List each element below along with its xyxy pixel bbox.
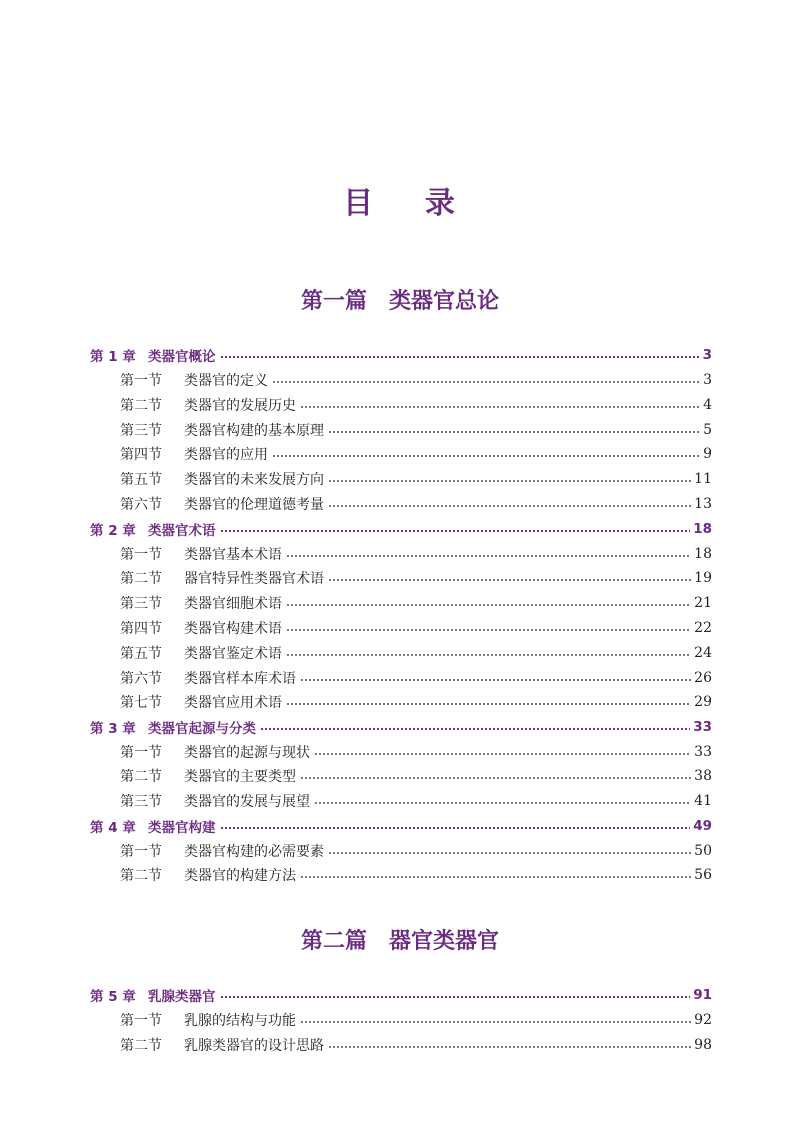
dot-leader: [220, 349, 700, 363]
page-number: 50: [694, 843, 712, 859]
section-number: 第一节: [120, 373, 162, 389]
section-number: 第六节: [120, 497, 162, 513]
section-number: 第四节: [120, 621, 162, 637]
toc-chapter-row[interactable]: [90, 715, 712, 739]
chapter-title: 乳腺类器官: [148, 989, 216, 1005]
dot-leader: [328, 572, 691, 586]
page-number: 49: [693, 818, 712, 834]
toc-section-row[interactable]: [120, 641, 712, 665]
toc-chapter-row[interactable]: [90, 343, 712, 367]
dot-leader: [314, 795, 691, 809]
dot-leader: [328, 845, 691, 859]
section-number: 第三节: [120, 596, 162, 612]
page-number: 9: [703, 446, 712, 462]
page-number: 18: [694, 546, 712, 562]
toc-section-row[interactable]: [120, 863, 712, 887]
toc-section-row[interactable]: [120, 467, 712, 491]
page-number: 29: [694, 694, 712, 710]
section-number: 第三节: [120, 794, 162, 810]
section-title: 类器官的起源与现状: [184, 745, 310, 761]
section-title: 类器官的发展与展望: [184, 794, 310, 810]
page-number: 11: [694, 471, 712, 487]
section-title: 类器官的未来发展方向: [184, 472, 324, 488]
toc-section-row[interactable]: [120, 666, 712, 690]
section-number: 第一节: [120, 844, 162, 860]
section-number: 第二节: [120, 398, 162, 414]
chapter-title: 类器官构建: [148, 820, 216, 836]
section-number: 第六节: [120, 671, 162, 687]
section-number: 第三节: [120, 423, 162, 439]
toc-section-row[interactable]: [120, 740, 712, 764]
page-number: 3: [703, 372, 712, 388]
page-number: 22: [694, 620, 712, 636]
section-title: 类器官的构建方法: [184, 868, 296, 884]
page-number: 13: [694, 496, 712, 512]
page-number: 21: [694, 595, 712, 611]
section-title: 器官特异性类器官术语: [184, 571, 324, 587]
page-number: 18: [693, 521, 712, 537]
chapter-number: 第 3 章: [90, 721, 136, 737]
chapter-number: 第 5 章: [90, 989, 136, 1005]
toc-section-row[interactable]: [120, 616, 712, 640]
toc-section-row[interactable]: [120, 764, 712, 788]
dot-leader: [286, 548, 691, 562]
dot-leader: [260, 721, 690, 735]
section-title: 类器官细胞术语: [184, 596, 282, 612]
toc-section-row[interactable]: [120, 368, 712, 392]
toc-section-row[interactable]: [120, 690, 712, 714]
toc-section-row[interactable]: [120, 418, 712, 442]
dot-leader: [300, 869, 691, 883]
dot-leader: [328, 1039, 691, 1053]
toc-section-row[interactable]: [120, 492, 712, 516]
page-number: 38: [694, 768, 712, 784]
section-title: 类器官构建术语: [184, 621, 282, 637]
toc-chapter-row[interactable]: [90, 814, 712, 838]
dot-leader: [286, 622, 691, 636]
section-title: 类器官构建的必需要素: [184, 844, 324, 860]
section-title: 类器官构建的基本原理: [184, 423, 324, 439]
chapter-number: 第 1 章: [90, 349, 136, 365]
toc-section-row[interactable]: [120, 442, 712, 466]
toc-chapter-row[interactable]: [90, 517, 712, 541]
chapter-title: 类器官起源与分类: [148, 721, 256, 737]
dot-leader: [300, 672, 691, 686]
section-title: 类器官鉴定术语: [184, 646, 282, 662]
dot-leader: [220, 820, 691, 834]
toc-section-row[interactable]: [120, 789, 712, 813]
page-number: 56: [694, 867, 712, 883]
section-number: 第二节: [120, 769, 162, 785]
dot-leader: [220, 989, 691, 1003]
section-title: 类器官基本术语: [184, 547, 282, 563]
section-title: 类器官的伦理道德考量: [184, 497, 324, 513]
toc-section-row[interactable]: [120, 542, 712, 566]
toc-section-row[interactable]: [120, 1033, 712, 1057]
dot-leader: [286, 696, 691, 710]
section-title: 类器官样本库术语: [184, 671, 296, 687]
dot-leader: [328, 498, 691, 512]
page-number: 3: [702, 347, 712, 363]
page-number: 4: [703, 397, 712, 413]
section-title: 类器官的发展历史: [184, 398, 296, 414]
section-number: 第二节: [120, 868, 162, 884]
page-title: 目 录: [343, 186, 457, 221]
dot-leader: [328, 424, 699, 438]
section-title: 乳腺类器官的设计思路: [184, 1038, 324, 1054]
dot-leader: [286, 597, 691, 611]
page-number: 98: [694, 1037, 712, 1053]
page-number: 41: [694, 793, 712, 809]
dot-leader: [328, 473, 691, 487]
toc-section-row[interactable]: [120, 393, 712, 417]
dot-leader: [272, 374, 699, 388]
dot-leader: [272, 448, 699, 462]
dot-leader: [286, 647, 691, 661]
chapter-title: 类器官术语: [148, 523, 216, 539]
toc-section-row[interactable]: [120, 566, 712, 590]
section-title: 类器官的应用: [184, 447, 268, 463]
section-title: 类器官应用术语: [184, 695, 282, 711]
toc-section-row[interactable]: [120, 1008, 712, 1032]
section-title: 乳腺的结构与功能: [184, 1013, 296, 1029]
toc-chapter-row[interactable]: [90, 983, 712, 1007]
page-number: 19: [694, 570, 712, 586]
section-number: 第四节: [120, 447, 162, 463]
section-number: 第二节: [120, 1038, 162, 1054]
section-number: 第一节: [120, 745, 162, 761]
dot-leader: [300, 770, 691, 784]
page-number: 33: [694, 744, 712, 760]
section-title: 类器官的主要类型: [184, 769, 296, 785]
section-number: 第七节: [120, 695, 162, 711]
page-number: 24: [694, 645, 712, 661]
section-number: 第五节: [120, 646, 162, 662]
chapter-title: 类器官概论: [148, 349, 216, 365]
page-number: 26: [694, 670, 712, 686]
page-number: 92: [694, 1012, 712, 1028]
dot-leader: [300, 1014, 691, 1028]
part-heading: 第二篇 器官类器官: [300, 929, 499, 954]
part-heading: 第一篇 类器官总论: [300, 289, 499, 314]
dot-leader: [220, 523, 691, 537]
page-number: 33: [693, 719, 712, 735]
toc-section-row[interactable]: [120, 591, 712, 615]
dot-leader: [300, 399, 699, 413]
dot-leader: [314, 746, 691, 760]
page-number: 91: [693, 987, 712, 1003]
section-number: 第五节: [120, 472, 162, 488]
section-number: 第一节: [120, 547, 162, 563]
section-number: 第二节: [120, 571, 162, 587]
chapter-number: 第 4 章: [90, 820, 136, 836]
toc-section-row[interactable]: [120, 839, 712, 863]
section-number: 第一节: [120, 1013, 162, 1029]
section-title: 类器官的定义: [184, 373, 268, 389]
page-number: 5: [703, 422, 712, 438]
chapter-number: 第 2 章: [90, 523, 136, 539]
